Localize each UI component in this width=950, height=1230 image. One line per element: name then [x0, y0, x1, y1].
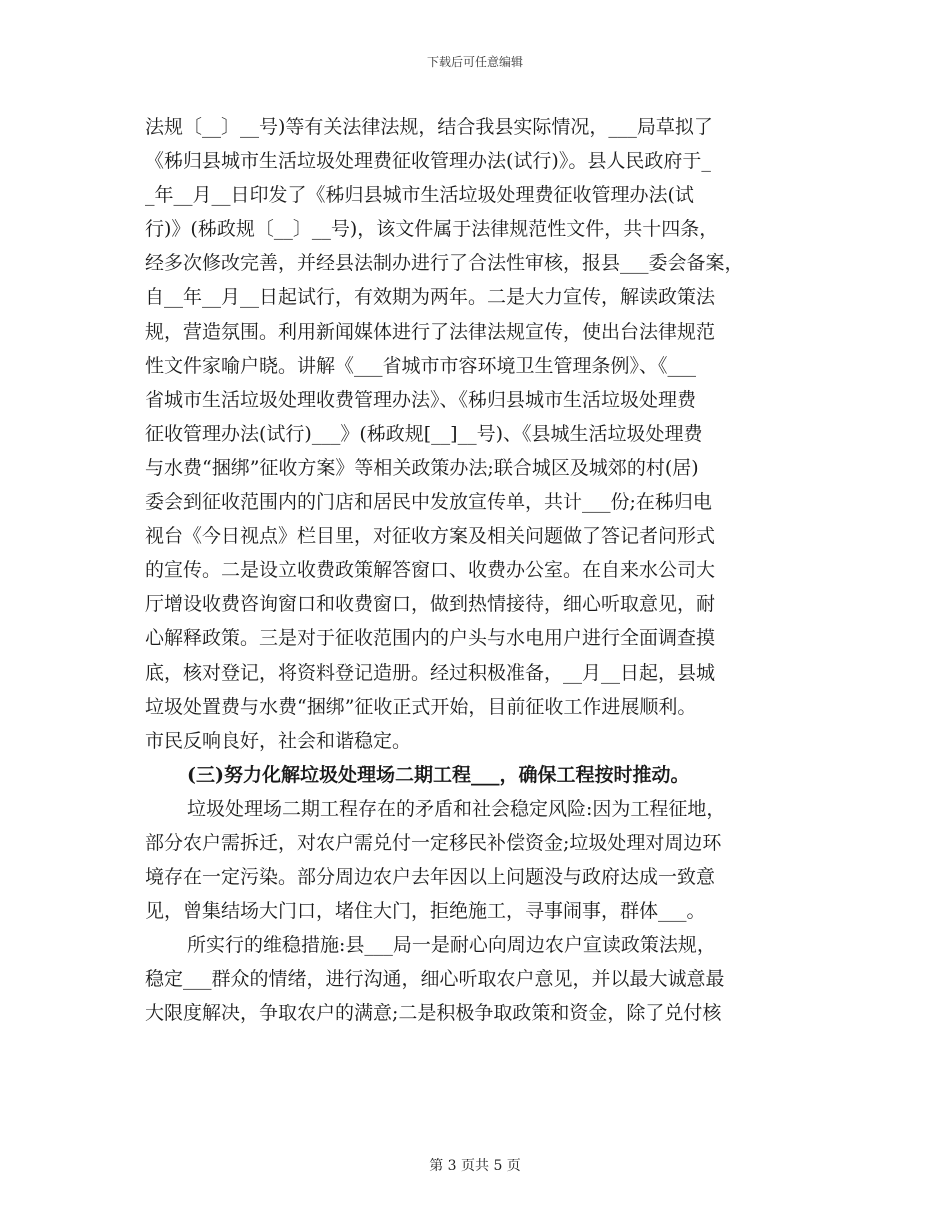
page-header: 下载后可任意编辑 [426, 55, 523, 69]
text-line: 部分农户需拆迁，对农户需兑付一定移民补偿资金;垃圾处理对周边环 [145, 831, 722, 854]
text-line: 大限度解决，争取农户的满意;二是积极争取政策和资金，除了兑付核 [145, 1002, 722, 1025]
text-line: 垃圾处理场二期工程存在的矛盾和社会稳定风险:因为工程征地， [187, 797, 726, 820]
text-line: 省城市生活垃圾处理收费管理办法》、《秭归县城市生活垃圾处理费 [145, 388, 697, 411]
text-line: 法规〔__〕__号)等有关法律法规，结合我县实际情况，___局草拟了 [145, 116, 713, 138]
text-line: 底，核对登记，将资料登记造册。经过积极准备，__月__日起，县城 [145, 661, 716, 684]
text-line: 性文件家喻户晓。讲解《___省城市市容环境卫生管理条例》、《___ [145, 354, 697, 377]
text-line: 视台《今日视点》栏目里，对征收方案及相关问题做了答记者问形式 [145, 525, 716, 548]
text-line: 所实行的维稳措施:县___局一是耐心向周边农户宣读政策法规， [187, 934, 716, 957]
document-body [145, 110, 805, 1031]
text-line: 自__年__月__日起试行，有效期为两年。二是大力宣传，解读政策法 [145, 286, 716, 309]
text-line: 经多次修改完善，并经县法制办进行了合法性审核，报县___委会备案， [145, 252, 744, 275]
text-line: 委会到征收范围内的门店和居民中发放宣传单，共计___份;在秭归电 [145, 491, 712, 514]
text-line: 心解释政策。三是对于征收范围内的户头与水电用户进行全面调查摸 [145, 627, 716, 650]
section-heading: (三)努力化解垃圾处理场二期工程___，确保工程按时推动。 [187, 763, 690, 786]
text-line: 市民反响良好，社会和谐稳定。 [145, 729, 412, 752]
page-footer: 第 3 页共 5 页 [429, 1158, 521, 1174]
text-line: 稳定___群众的情绪，进行沟通，细心听取农户意见，并以最大诚意最 [145, 968, 725, 991]
text-line: 垃圾处置费与水费“捆绑”征收正式开始，目前征收工作进展顺利。 [145, 695, 697, 718]
text-line: 规，营造氛围。利用新闻媒体进行了法律法规宣传，使出台法律规范 [145, 320, 716, 343]
text-line: 境存在一定污染。部分周边农户去年因以上问题没与政府达成一致意 [145, 866, 716, 889]
text-line: 厅增设收费咨询窗口和收费窗口，做到热情接待，细心听取意见，耐 [145, 593, 716, 616]
text-line: 见，曾集结场大门口，堵住大门，拒绝施工，寻事闹事，群体___。 [145, 900, 706, 923]
text-line: 的宣传。二是设立收费政策解答窗口、收费办公室。在自来水公司大 [145, 559, 716, 582]
text-line: 《秭归县城市生活垃圾处理费征收管理办法(试行)》。县人民政府于_ [145, 150, 711, 173]
text-line: 与水费“捆绑”征收方案》等相关政策办法;联合城区及城郊的村(居) [145, 456, 699, 479]
text-line: 征收管理办法(试行)___》(秭政规[__]__号)、《县城生活垃圾处理费 [145, 422, 703, 445]
text-line: 行)》(秭政规〔__〕__号)，该文件属于法律规范性文件，共十四条， [145, 218, 719, 241]
text-line: _年__月__日印发了《秭归县城市生活垃圾处理费征收管理办法(试 [145, 184, 694, 207]
